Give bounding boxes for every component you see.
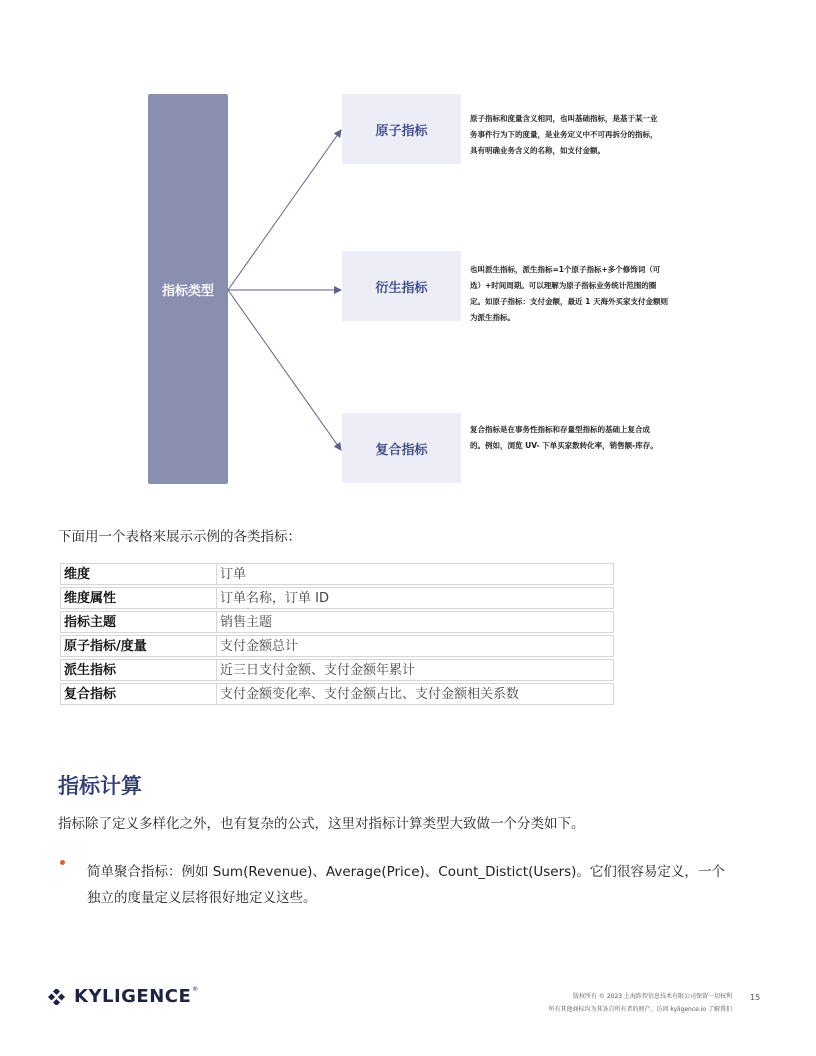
derived-metric-description xyxy=(470,262,670,326)
table-row xyxy=(60,659,614,681)
derived-metric-label: 衍生指标 xyxy=(375,280,428,296)
table-value-cell: 支付金额变化率、支付金额占比、支付金额相关系数 xyxy=(216,683,614,705)
bullet-item xyxy=(87,859,767,911)
composite-metric-description xyxy=(470,422,670,454)
desc-line: 为派生指标。 xyxy=(470,313,515,322)
desc-line: 也叫派生指标，派生指标=1个原子指标+多个修饰词（可 xyxy=(470,265,661,274)
table-key-cell: 维度 xyxy=(60,563,216,585)
table-value-cell: 近三日支付金额、支付金额年累计 xyxy=(216,659,614,681)
table-value-cell: 订单名称，订单 ID xyxy=(216,587,614,609)
metrics-example-table xyxy=(60,563,614,707)
atomic-metric-description xyxy=(470,111,670,159)
trademark-line: 所有其他商标均为其各自所有者的财产。访问 kyligence.io 了解我们 xyxy=(548,1006,732,1013)
desc-line: 复合指标是在事务性指标和存量型指标的基础上复合成 xyxy=(470,425,650,434)
desc-line: 选）+时间周期。可以理解为原子指标业务统计范围的圈 xyxy=(470,281,657,290)
table-row xyxy=(60,563,614,585)
kyligence-mark-icon xyxy=(48,989,68,1005)
composite-metric-label: 复合指标 xyxy=(375,442,428,458)
desc-line: 的。例如，浏览 UV- 下单买家数转化率，销售额-库存。 xyxy=(470,441,658,450)
derived-metric-box xyxy=(342,251,461,321)
table-key-cell: 派生指标 xyxy=(60,659,216,681)
bullet-dot-icon xyxy=(60,860,65,865)
page-number: 15 xyxy=(750,993,761,1002)
desc-line: 原子指标和度量含义相同，也叫基础指标，是基于某一业 xyxy=(470,114,658,123)
atomic-metric-box xyxy=(342,94,461,164)
table-row xyxy=(60,611,614,633)
table-row xyxy=(60,587,614,609)
table-key-cell: 复合指标 xyxy=(60,683,216,705)
table-key-cell: 原子指标/度量 xyxy=(60,635,216,657)
desc-line: 定。如原子指标：支付金额，最近 1 天海外买家支付金额则 xyxy=(470,297,668,306)
kyligence-logo xyxy=(48,986,198,1007)
table-row xyxy=(60,635,614,657)
table-value-cell: 订单 xyxy=(216,563,614,585)
logo-text: KYLIGENCE xyxy=(74,986,192,1007)
bullet-line: 独立的度量定义层将很好地定义这些。 xyxy=(87,890,317,906)
copyright-notice xyxy=(500,990,732,1016)
copyright-line: 版权所有 © 2023 上海跬智信息技术有限公司保留一切权利 xyxy=(573,993,732,1000)
table-key-cell: 指标主题 xyxy=(60,611,216,633)
section-title: 指标计算 xyxy=(58,774,142,798)
bullet-line: 简单聚合指标：例如 Sum(Revenue)、Average(Price)、Count_Distict(Users)。它们很容易定义，一个 xyxy=(87,864,725,880)
table-value-cell: 支付金额总计 xyxy=(216,635,614,657)
atomic-metric-label: 原子指标 xyxy=(375,123,428,139)
logo-registered-mark: ® xyxy=(192,986,199,993)
root-label: 指标类型 xyxy=(161,283,214,299)
table-key-cell: 维度属性 xyxy=(60,587,216,609)
desc-line: 务事件行为下的度量，是业务定义中不可再拆分的指标， xyxy=(470,130,658,139)
metric-type-root-box xyxy=(148,94,228,484)
table-intro-text: 下面用一个表格来展示示例的各类指标： xyxy=(58,529,301,545)
table-row xyxy=(60,683,614,705)
table-value-cell: 销售主题 xyxy=(216,611,614,633)
desc-line: 具有明确业务含义的名称，如支付金额。 xyxy=(470,146,605,155)
section-paragraph: 指标除了定义多样化之外，也有复杂的公式，这里对指标计算类型大致做一个分类如下。 xyxy=(58,816,585,832)
arrow-to-composite xyxy=(228,290,341,450)
arrow-to-atomic xyxy=(228,130,341,290)
composite-metric-box xyxy=(342,413,461,483)
